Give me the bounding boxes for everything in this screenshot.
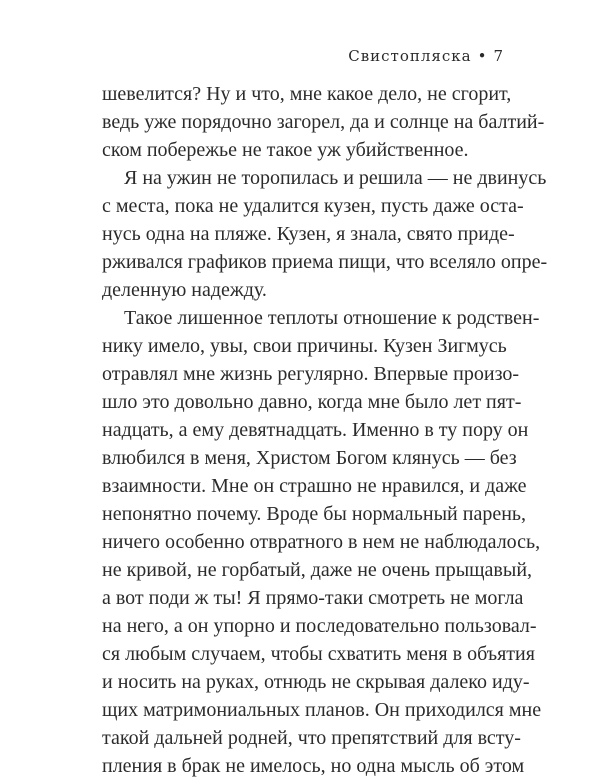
text-line: такой дальней родней, что препятствий для всту- xyxy=(102,727,521,749)
text-line: а вот поди ж ты! Я прямо-таки смотреть не могла xyxy=(102,587,524,609)
running-head-title: Свистопляска xyxy=(348,47,472,65)
text-line: шло это довольно давно, когда мне было лет пят- xyxy=(102,391,522,413)
text-line: непонятно почему. Вроде бы нормальный парень, xyxy=(102,503,527,525)
text-line: ся любым случаем, чтобы схватить меня в объятия xyxy=(102,643,535,665)
text-line: щих матримониальных планов. Он приходился мне xyxy=(102,699,542,721)
text-line: влюбился в меня, Христом Богом клянусь — без xyxy=(102,447,517,469)
text-line: не кривой, не горбатый, даже не очень прыщавый, xyxy=(102,559,533,581)
text-line: отравлял мне жизнь регулярно. Впервые произо- xyxy=(102,363,520,385)
text-line: Я на ужин не торопилась и решила — не двинусь xyxy=(124,167,547,189)
text-line: шевелится? Ну и что, мне какое дело, не сгорит, xyxy=(102,83,512,105)
text-line: нусь одна на пляже. Кузен, я знала, свято приде- xyxy=(102,223,515,245)
text-line: пления в брак не имелось, но одна мысль об этом xyxy=(102,755,525,777)
text-line: на него, а он упорно и последовательно пользовал- xyxy=(102,615,537,637)
text-line: взаимности. Мне он страшно не нравился, и даже xyxy=(102,475,527,497)
text-line: нику имело, увы, свои причины. Кузен Зигмусь xyxy=(102,335,507,357)
running-head xyxy=(348,47,504,65)
text-line: ском побережье не такое уж убийственное. xyxy=(102,139,469,161)
text-line: надцать, а ему девятнадцать. Именно в ту пору он xyxy=(102,419,529,441)
body-text xyxy=(102,80,548,780)
text-line: деленную надежду. xyxy=(102,279,267,301)
text-line: ведь уже порядочно загорел, да и солнце на балтий- xyxy=(102,111,545,133)
text-line: и носить на руках, отнюдь не скрывая далеко иду- xyxy=(102,671,530,693)
text-line: Такое лишенное теплоты отношение к родствен- xyxy=(124,307,540,329)
text-line: рживался графиков приема пищи, что вселяло опре- xyxy=(102,251,548,273)
text-line: ничего особенно отвратного в нем не наблюдалось, xyxy=(102,531,541,553)
page-number: 7 xyxy=(493,47,504,65)
text-line: с места, пока не удалится кузен, пусть даже оста- xyxy=(102,195,524,217)
running-head-separator: • xyxy=(477,47,488,65)
